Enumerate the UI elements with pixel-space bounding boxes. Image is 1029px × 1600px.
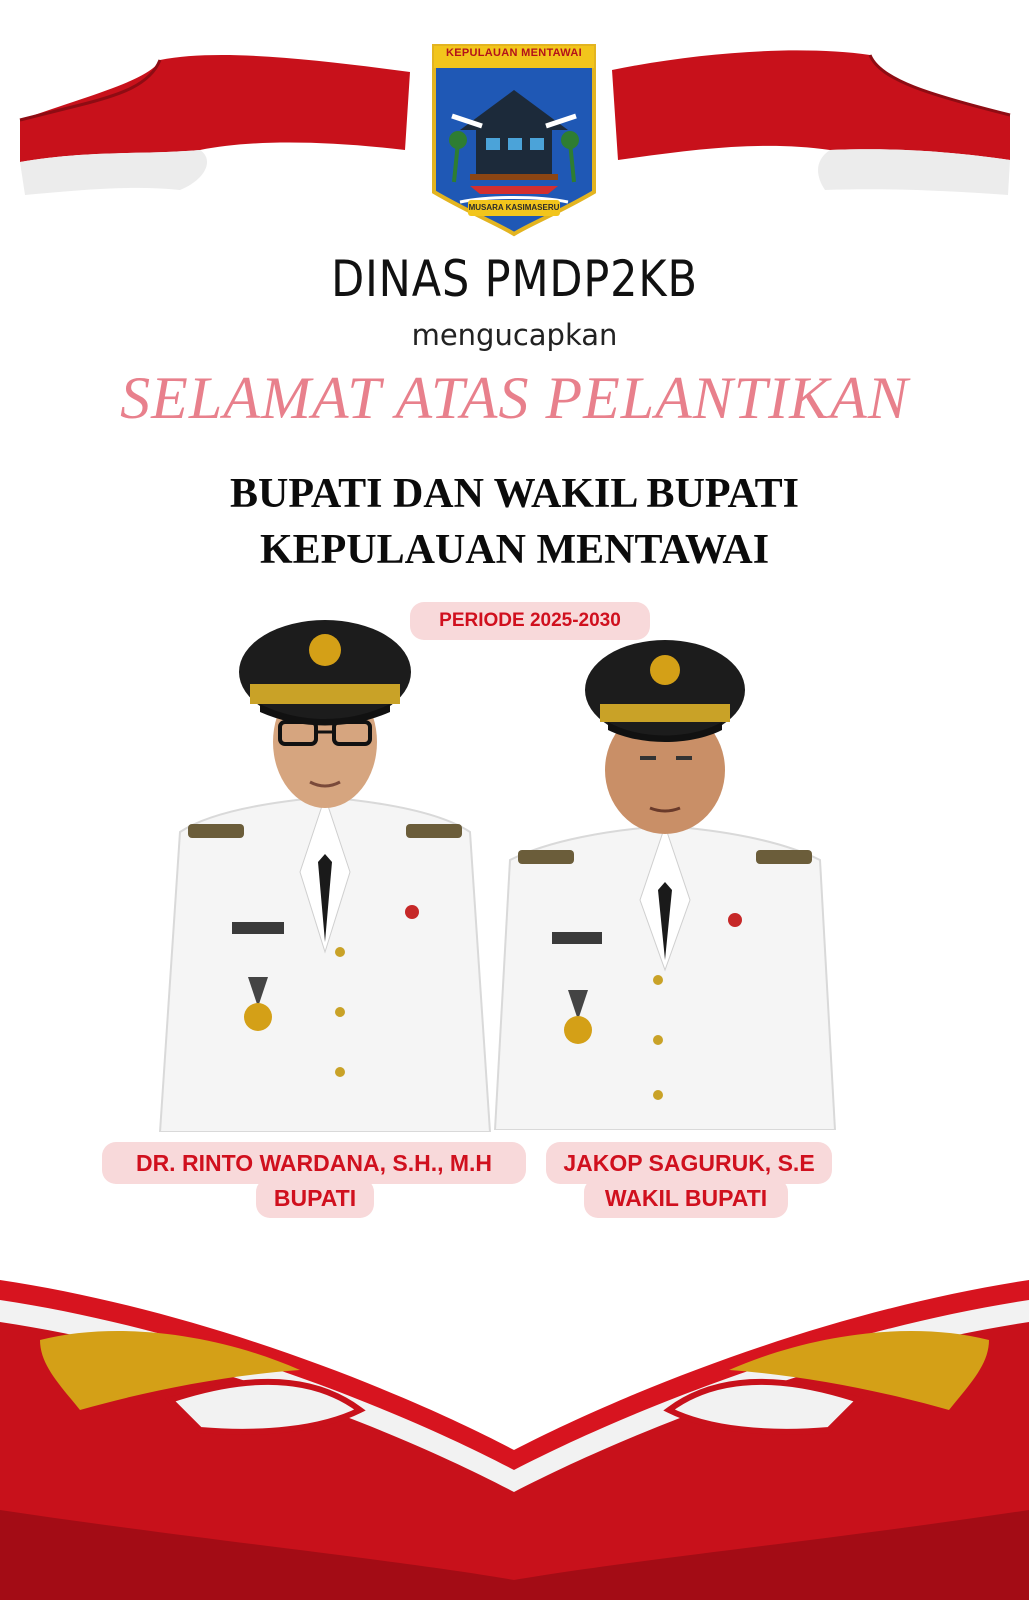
regency-crest-icon	[430, 42, 598, 238]
greeting-verb: mengucapkan	[411, 318, 618, 352]
title-line-2: KEPULAUAN MENTAWAI	[259, 527, 770, 573]
title-line-1: BUPATI DAN WAKIL BUPATI	[229, 471, 800, 517]
official-1-photo	[150, 612, 500, 1132]
official-1-name: DR. RINTO WARDANA, S.H., M.H	[102, 1142, 526, 1184]
left-flag-red	[20, 55, 410, 162]
period-badge: PERIODE 2025-2030	[410, 602, 650, 640]
official-2-role: WAKIL BUPATI	[584, 1178, 788, 1218]
right-flag-red	[612, 50, 1010, 160]
congratulation-heading: SELAMAT ATAS PELANTIKAN	[120, 365, 909, 431]
official-2-nametag	[552, 932, 602, 944]
bottom-flag-decoration	[0, 1260, 1029, 1600]
official-1-nametag	[232, 922, 284, 934]
official-2-photo	[490, 630, 840, 1130]
official-1-role: BUPATI	[256, 1178, 374, 1218]
official-2-name: JAKOP SAGURUK, S.E	[546, 1142, 832, 1184]
crest-banner-text: KEPULAUAN MENTAWAI	[446, 47, 582, 59]
crest-motto-text: MUSARA KASIMASERU	[468, 203, 560, 212]
organization-name: DINAS PMDP2KB	[331, 250, 698, 308]
